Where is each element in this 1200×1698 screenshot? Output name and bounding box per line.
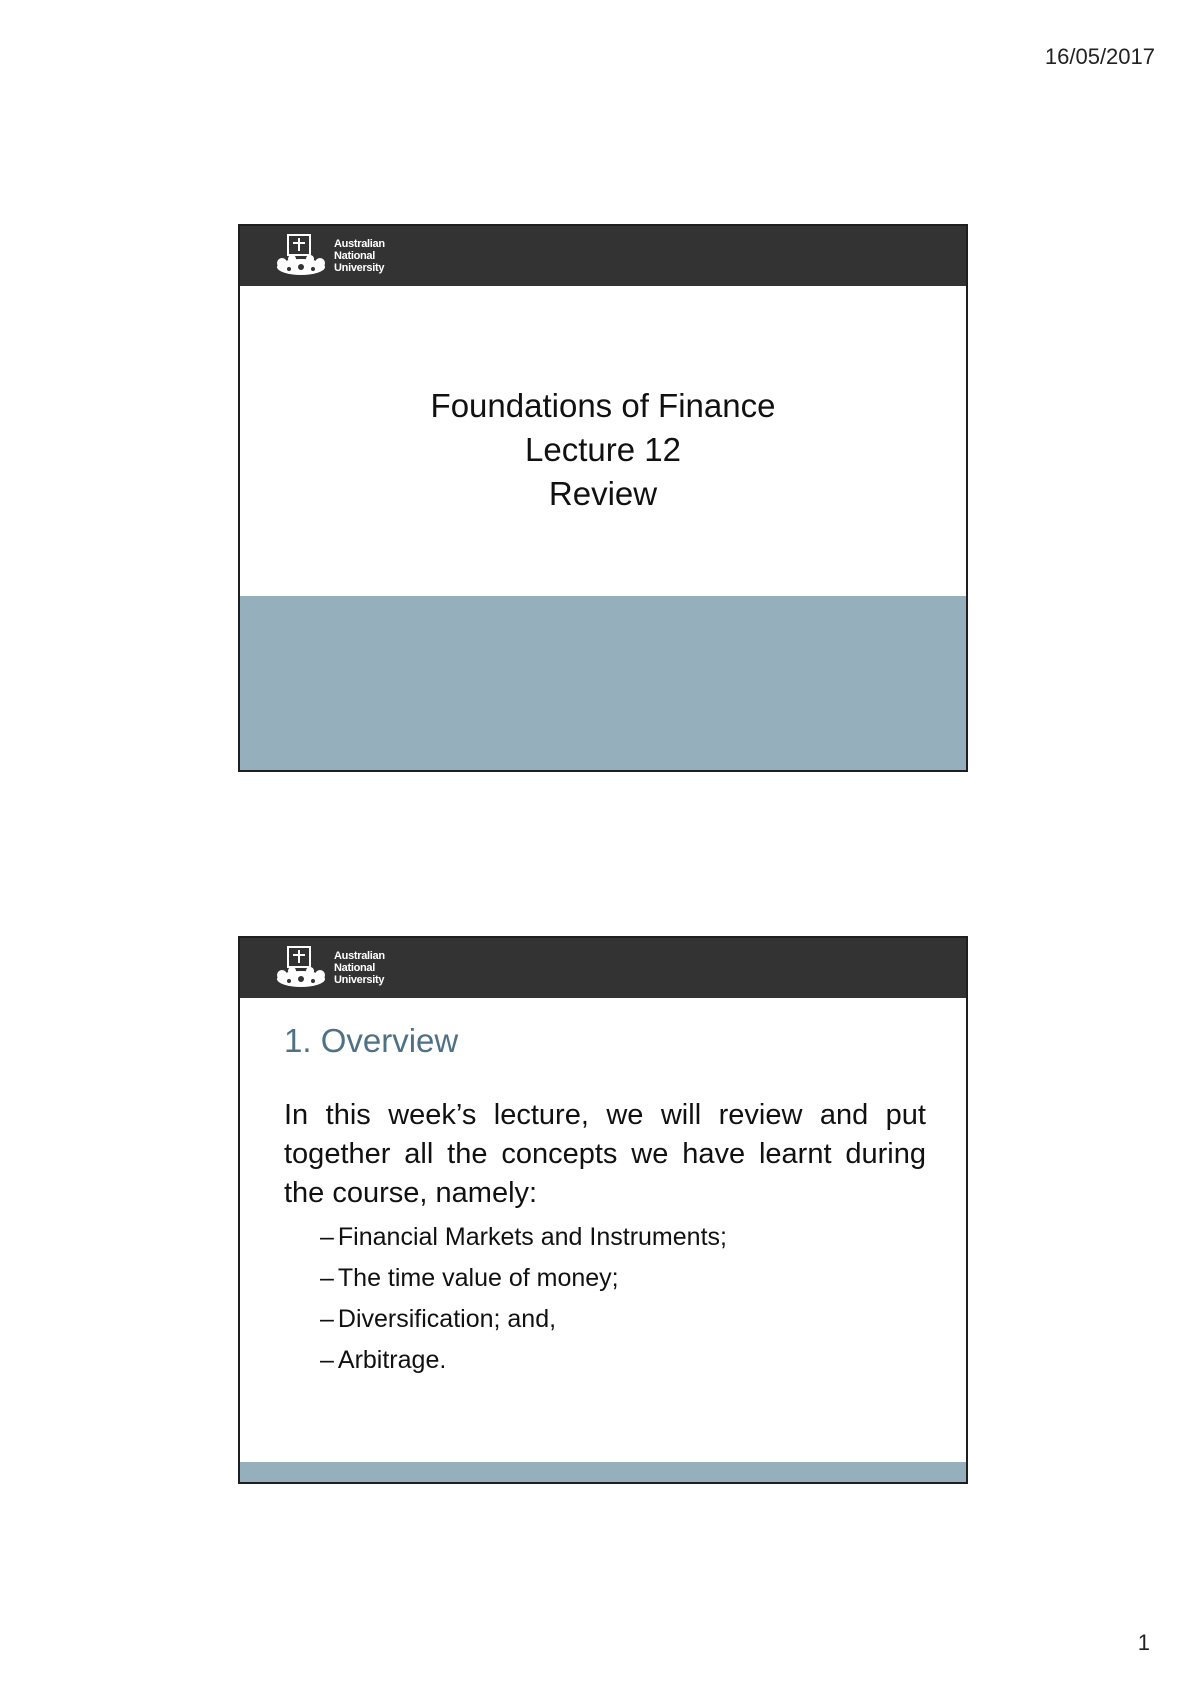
- slide-header-bar: [240, 226, 966, 286]
- lecture-number: Lecture 12: [525, 431, 681, 468]
- topic-list: [284, 1217, 926, 1381]
- list-item-text: Financial Markets and Instruments;: [337, 1223, 727, 1251]
- page-date: 16/05/2017: [1044, 44, 1155, 69]
- slide-footer-strip: [240, 1462, 966, 1482]
- bullet-dash: –: [320, 1223, 334, 1251]
- university-logo: [274, 944, 385, 992]
- logo-wordmark: [334, 950, 385, 986]
- logo-line-3: University: [334, 262, 385, 274]
- bullet-dash: –: [320, 1264, 334, 1292]
- slide-footer-band: [240, 596, 966, 770]
- lecture-topic: Review: [548, 475, 658, 512]
- logo-wordmark: [334, 238, 385, 274]
- list-item: [320, 1299, 926, 1340]
- list-item-text: Diversification; and,: [337, 1305, 557, 1333]
- list-item: [320, 1340, 926, 1381]
- anu-crest-icon: [274, 233, 328, 279]
- bullet-dash: –: [320, 1305, 334, 1333]
- list-item: [320, 1258, 926, 1299]
- logo-line-3: University: [334, 974, 385, 986]
- slide-header-bar: [240, 938, 966, 998]
- slide-body: [284, 1096, 926, 1381]
- slide-overview: [238, 936, 968, 1484]
- logo-line-2: National: [334, 962, 375, 974]
- section-heading: 1. Overview: [284, 1022, 459, 1059]
- list-item-text: Arbitrage.: [337, 1346, 447, 1374]
- slide-title-block: [240, 384, 966, 516]
- list-item: [320, 1217, 926, 1258]
- course-title: Foundations of Finance: [430, 387, 776, 424]
- intro-paragraph: In this week’s lecture, we will review and put together all the concepts we have learnt during the course, namely:: [284, 1099, 926, 1209]
- logo-line-1: Australian: [334, 950, 385, 962]
- slide-title: [238, 224, 968, 772]
- university-logo: [274, 232, 385, 280]
- anu-crest-icon: [274, 945, 328, 991]
- page-number: 1: [1137, 1630, 1150, 1655]
- bullet-dash: –: [320, 1346, 334, 1374]
- logo-line-1: Australian: [334, 238, 385, 250]
- list-item-text: The time value of money;: [337, 1264, 619, 1292]
- logo-line-2: National: [334, 250, 375, 262]
